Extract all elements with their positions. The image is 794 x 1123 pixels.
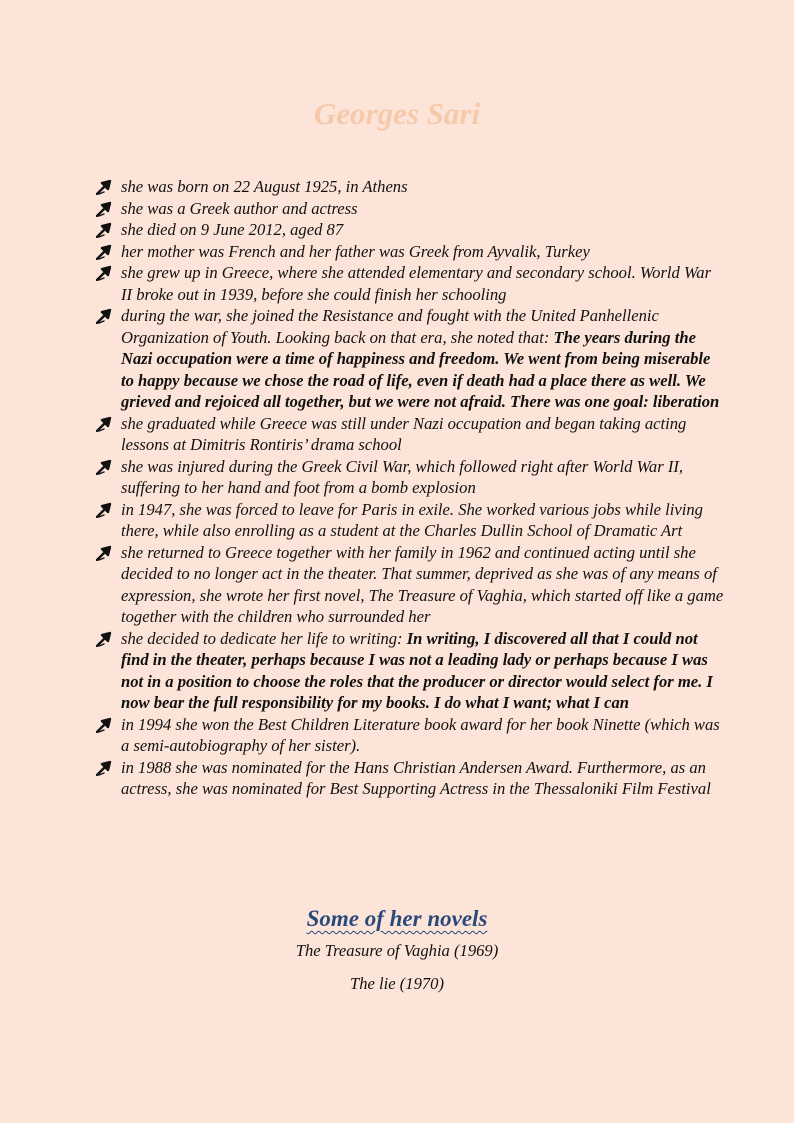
biography-list — [96, 176, 726, 800]
list-item-text: in 1994 she won the Best Children Literature book award for her book Ninette (which was a semi-autobiography of her sister). — [121, 714, 720, 755]
list-item — [96, 176, 726, 198]
arrow-bullet-icon — [96, 545, 114, 561]
novels-heading: Some of her novels — [306, 906, 488, 931]
list-item-text: in 1947, she was forced to leave for Paris in exile. She worked various jobs while living there, while also enrolling as a student at the Charles Dullin School of Dramatic Art — [121, 499, 703, 540]
list-item — [96, 499, 726, 542]
list-item-text: she decided to dedicate her life to writing: — [121, 628, 407, 648]
novel-list — [0, 940, 794, 994]
list-item — [96, 413, 726, 456]
list-item-text: she died on 9 June 2012, aged 87 — [121, 220, 344, 239]
page-title: Georges Sari — [313, 96, 481, 131]
arrow-bullet-icon — [96, 416, 114, 432]
arrow-bullet-icon — [96, 459, 114, 475]
list-item — [96, 198, 726, 220]
list-item-text: she grew up in Greece, where she attended elementary and secondary school. World War II broke out in 1939, before she could finish her schooling — [121, 263, 712, 304]
list-item-text: her mother was French and her father was Greek from Ayvalik, Turkey — [121, 241, 590, 261]
arrow-bullet-icon — [96, 502, 114, 518]
arrow-bullet-icon — [96, 265, 114, 281]
arrow-bullet-icon — [96, 179, 114, 195]
arrow-bullet-icon — [96, 308, 114, 324]
arrow-bullet-icon — [96, 631, 114, 647]
novels-section — [0, 906, 794, 1006]
novel-title: The lie (1970) — [349, 974, 444, 993]
list-item-text: she was born on 22 August 1925, in Athens — [121, 177, 408, 196]
list-item — [96, 219, 726, 241]
arrow-bullet-icon — [96, 244, 114, 260]
list-item — [96, 262, 726, 305]
arrow-bullet-icon — [96, 760, 114, 776]
list-item-text: she returned to Greece together with her family in 1962 and continued acting until she decided to no longer act in the theater. That summer, deprived as she was of any means of expression, she wrote her first novel, The Treasure of Vaghia, which started off like a game together with the children who surrounded her — [121, 542, 724, 626]
list-item — [96, 757, 726, 800]
novel-title: The Treasure of Vaghia (1969) — [295, 941, 499, 960]
list-item — [96, 628, 726, 714]
list-item-text: she was injured during the Greek Civil War, which followed right after World War II, suffering to her hand and foot from a bomb explosion — [121, 456, 684, 497]
list-item — [96, 542, 726, 628]
arrow-bullet-icon — [96, 222, 114, 238]
list-item-text: she graduated while Greece was still under Nazi occupation and began taking acting lessons at Dimitris Rontiris’ drama school — [121, 413, 687, 454]
arrow-bullet-icon — [96, 717, 114, 733]
list-item-text: she was a Greek author and actress — [121, 198, 358, 218]
list-item-quote: The years during the Nazi occupation were a time of happiness and freedom. We went from being miserable to happy because we chose the road of life, even if death had a place there as well. We grieved and rejoiced all together, but we were not afraid. There was one goal: liberation — [121, 327, 720, 411]
list-item-text: in 1988 she was nominated for the Hans Christian Andersen Award. Furthermore, as an actress, she was nominated for Best Supporting Actress in the Thessaloniki Film Festival — [121, 757, 711, 798]
list-item — [96, 456, 726, 499]
list-item — [96, 305, 726, 413]
list-item-quote: In writing, I discovered all that I could not find in the theater, perhaps because I was not a leading lady or perhaps because I was not in a position to choose the roles that the producer or director would select for me. I now bear the full responsibility for my books. I do what I want; what I can — [121, 628, 713, 712]
list-item — [96, 241, 726, 263]
arrow-bullet-icon — [96, 201, 114, 217]
list-item — [96, 714, 726, 757]
list-item-text: during the war, she joined the Resistance and fought with the United Panhellenic Organization of Youth. Looking back on that era, she noted that: — [121, 306, 659, 347]
